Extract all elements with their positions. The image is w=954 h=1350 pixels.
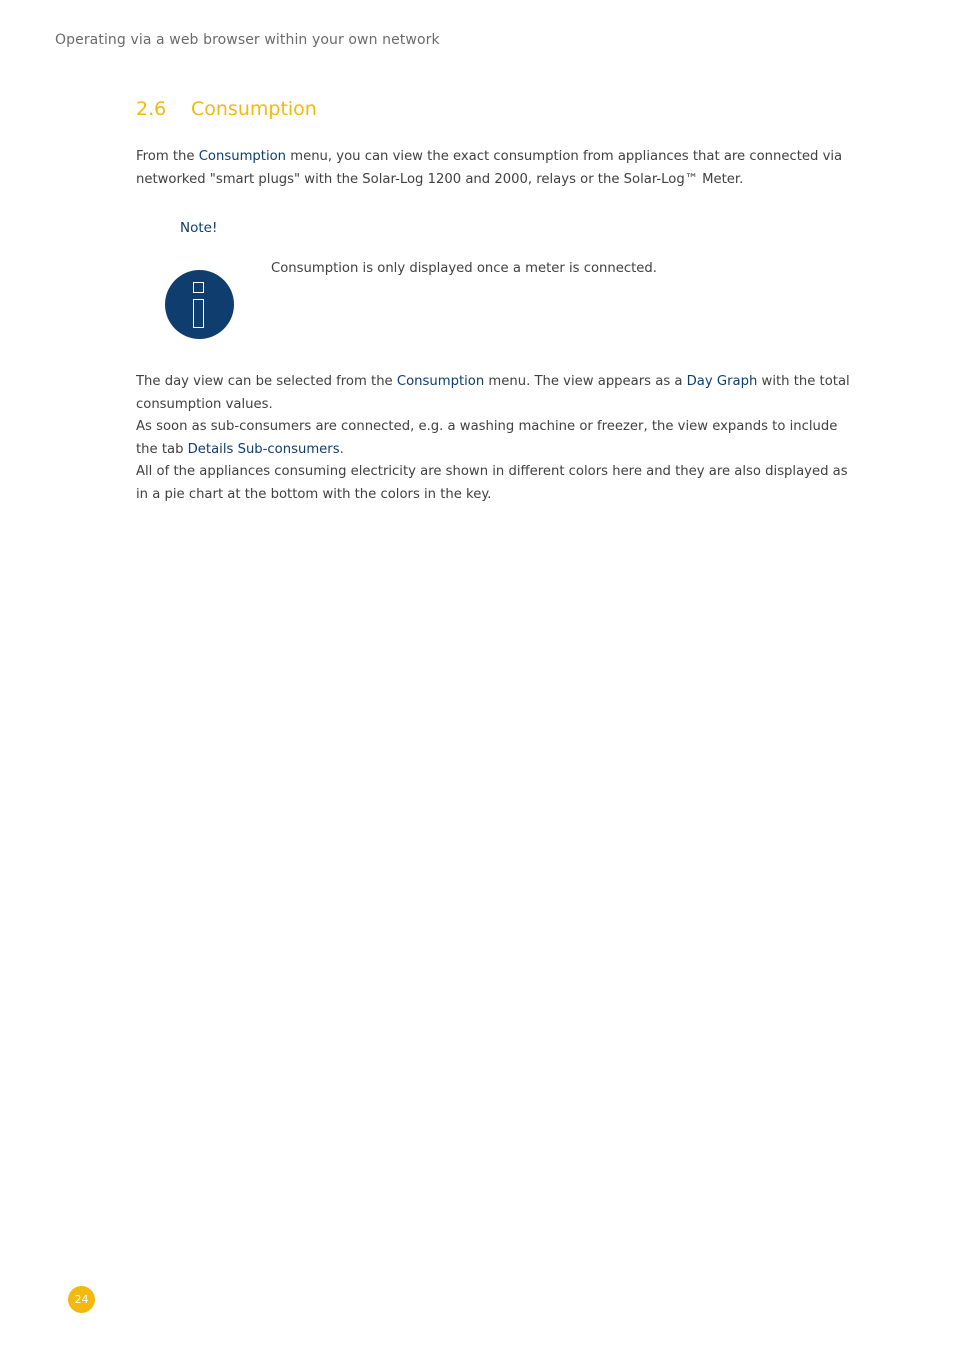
details-sub-consumers-term: Details Sub-consumers [187, 441, 340, 457]
body-text-4: As soon as sub-consumers are connected, e.g. a washing machine or freezer, the view expands to include the tab [136, 419, 838, 457]
intro-paragraph [136, 146, 856, 191]
body-line-subconsumers [136, 416, 856, 461]
section-number: 2.6 [136, 98, 167, 120]
body-text-1: The day view can be selected from the [136, 374, 397, 389]
consumption-menu-term-2: Consumption [396, 374, 485, 389]
intro-text-1: From the [136, 149, 199, 164]
page-number-badge: 24 [68, 1286, 95, 1313]
body-line-dayview [136, 371, 856, 416]
info-icon-stem [193, 299, 204, 328]
info-icon-dot [193, 282, 204, 293]
consumption-menu-term: Consumption [198, 149, 287, 164]
body-text-6: All of the appliances consuming electricity are shown in different colors here and they are also displayed as in a pie chart at the bottom with the colors in the key. [136, 464, 848, 502]
note-title: Note! [180, 220, 218, 236]
body-text-2: menu. The view appears as a [484, 374, 687, 389]
section-heading [136, 98, 317, 120]
day-graph-term: Day Graph [686, 374, 758, 389]
body-text-5: . [339, 441, 344, 457]
section-title: Consumption [191, 98, 317, 120]
note-text: Consumption is only displayed once a meter is connected. [271, 261, 657, 276]
intro-text-2: menu, you can view the exact consumption from appliances that are connected via networked "smart plugs" with the Solar-Log 1200 and 2000, relays or the Solar-Log™ Meter. [136, 149, 843, 187]
body-line-appliances [136, 461, 856, 506]
running-header: Operating via a web browser within your own network [55, 32, 440, 48]
body-text-3: with the total consumption values. [136, 374, 850, 412]
body-paragraph [136, 371, 856, 506]
info-icon [165, 270, 234, 339]
